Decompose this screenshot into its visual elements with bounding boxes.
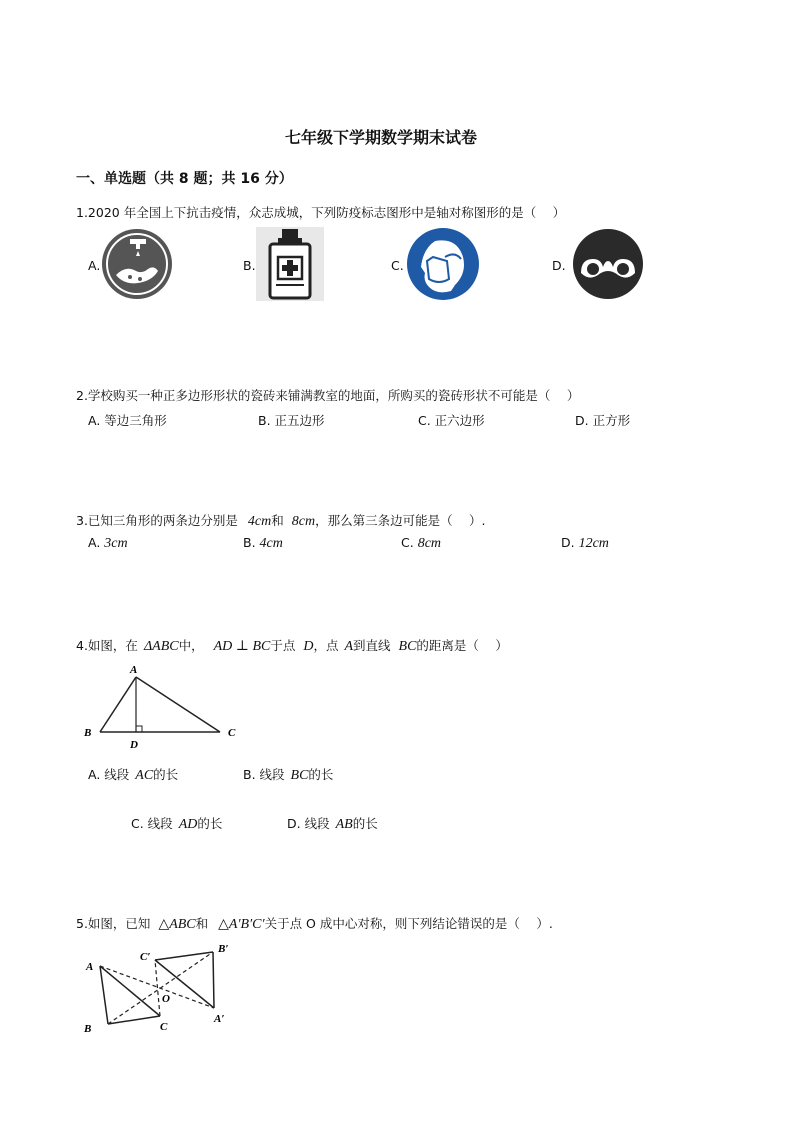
- q1-option-a-label: A.: [88, 258, 101, 273]
- q3-option-a: A. 3cm: [88, 535, 128, 551]
- q5-label-a: A: [86, 961, 94, 973]
- q5-label-o: O: [162, 993, 170, 1005]
- handwash-sign-icon: [100, 227, 174, 305]
- sanitizer-bottle-icon: [256, 227, 324, 305]
- page-title: 七年级下学期数学期末试卷: [285, 128, 478, 147]
- q4-label-b: B: [84, 727, 92, 739]
- mask-face-sign-icon: [571, 227, 645, 305]
- section-heading: 一、单选题（共 8 题；共 16 分）: [76, 171, 293, 187]
- question-2-stem: 2.学校购买一种正多边形形状的瓷砖来铺满教室的地面，所购买的瓷砖形状不可能是（ ）: [76, 388, 580, 403]
- mask-sign-icon: [405, 227, 481, 305]
- q1-option-c-label: C.: [391, 258, 404, 273]
- q5-label-c-prime: C′: [140, 951, 151, 963]
- q4-triangle-figure: [80, 660, 250, 759]
- q4-option-b: B. 线段 BC的长: [243, 767, 334, 783]
- q3-stem-suffix: ，那么第三条边可能是（ ）.: [315, 513, 486, 528]
- q3-stem-mid: 和: [271, 513, 284, 528]
- question-3-stem: [76, 511, 486, 530]
- question-1-stem: 1.2020 年全国上下抗击疫情，众志成城，下列防疫标志图形中是轴对称图形的是（ ）: [76, 205, 566, 220]
- q5-label-b-prime: B′: [218, 943, 229, 955]
- q4-option-c: C. 线段 AD的长: [131, 816, 223, 832]
- q5-label-b: B: [84, 1023, 92, 1035]
- q4-option-a: A. 线段 AC的长: [88, 767, 179, 783]
- q4-label-a: A: [130, 664, 138, 676]
- q2-option-c: C. 正六边形: [418, 413, 485, 428]
- q5-label-a-prime: A′: [214, 1013, 225, 1025]
- q3-option-c: C. 8cm: [401, 535, 442, 551]
- q5-label-c: C: [160, 1021, 168, 1033]
- q4-option-d: D. 线段 AB的长: [287, 816, 378, 832]
- q1-option-d-label: D.: [552, 258, 566, 273]
- q3-option-b: B. 4cm: [243, 535, 283, 551]
- q3-stem-prefix: 3.已知三角形的两条边分别是: [76, 513, 238, 528]
- q4-label-d: D: [130, 739, 138, 751]
- q2-option-a: A. 等边三角形: [88, 413, 167, 428]
- q3-length-2: 8cm: [291, 514, 316, 529]
- question-5-stem: 5.如图，已知 △ABC和 △A′B′C′关于点 O 成中心对称，则下列结论错误的是（ ）.: [76, 916, 553, 932]
- q1-option-b-label: B.: [243, 258, 256, 273]
- q3-length-1: 4cm: [247, 514, 272, 529]
- q2-option-b: B. 正五边形: [258, 413, 325, 428]
- q3-option-d: D. 12cm: [561, 535, 609, 551]
- q5-central-symmetry-figure: [80, 938, 240, 1042]
- question-4-stem: 4.如图，在 ΔABC中， AD ⊥ BC于点 D，点 A到直线 BC的距离是（ ）: [76, 638, 508, 654]
- q4-label-c: C: [228, 727, 236, 739]
- q2-option-d: D. 正方形: [575, 413, 631, 428]
